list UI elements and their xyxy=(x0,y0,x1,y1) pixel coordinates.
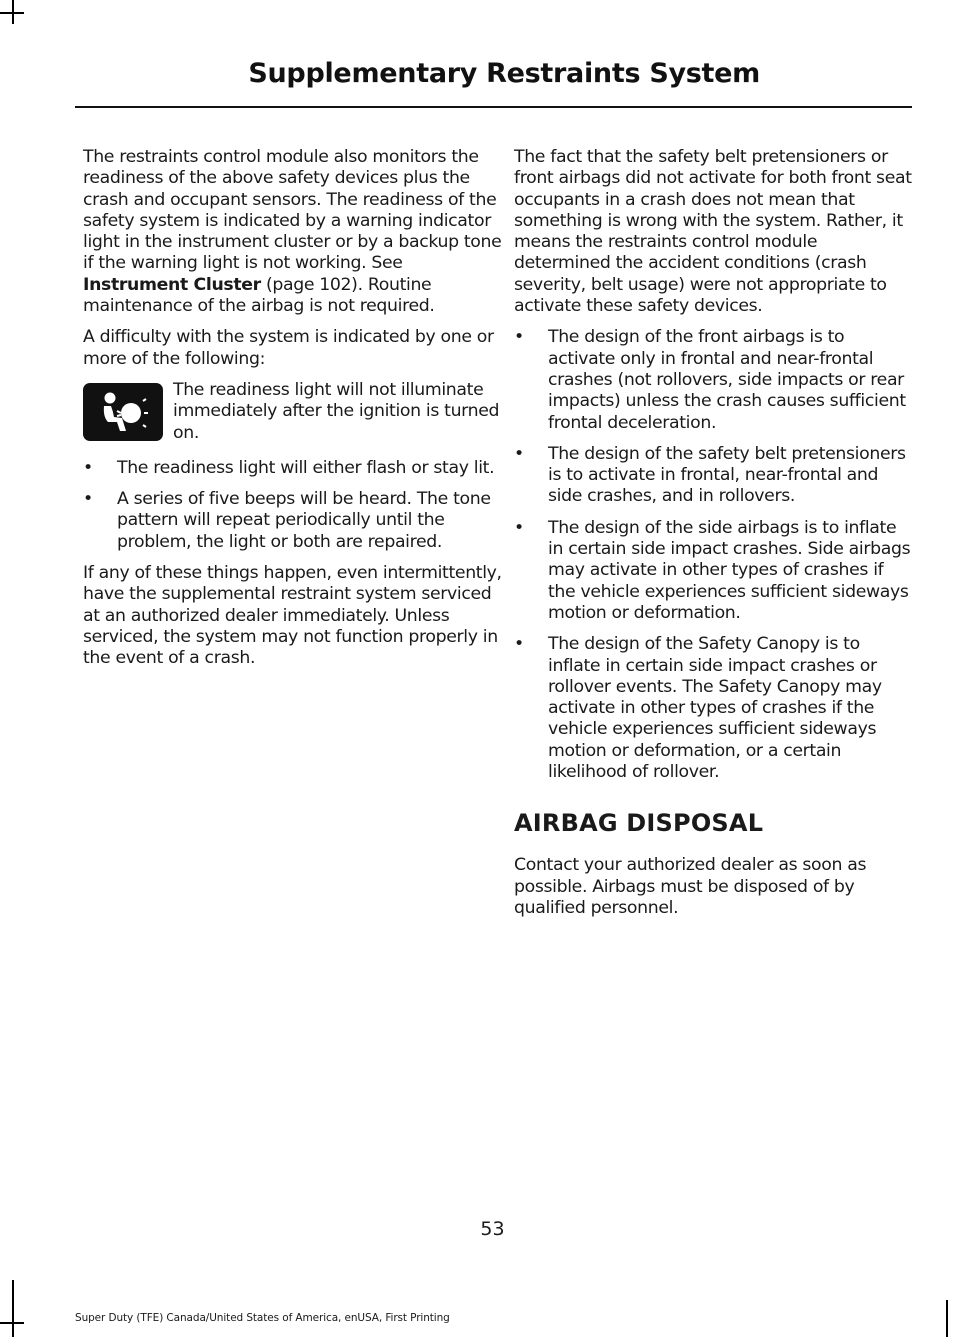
crop-mark xyxy=(12,1280,14,1337)
intro-text-end: (page 102). Routine maintenance of the airbag is not required. xyxy=(83,274,435,317)
difficulty-paragraph: A difficulty with the system is indicated by one or more of the following: xyxy=(83,327,494,369)
airbag-warning-icon xyxy=(83,383,163,441)
list-item xyxy=(514,518,912,624)
page-title: Supplementary Restraints System xyxy=(248,58,760,89)
intro-paragraph xyxy=(83,147,503,317)
list-item xyxy=(514,327,912,433)
page-number: 53 xyxy=(480,1218,505,1240)
bullet: • xyxy=(514,634,524,655)
list-item-text: The readiness light will either flash or stay lit. xyxy=(117,457,495,478)
list-item xyxy=(83,458,503,479)
intro-text: The restraints control module also monitors the readiness of the above safety devices plus the crash and occupant sensors. The readiness of the safety system is indicated by a warning indicator light in the instrument cluster or by a backup tone if the warning light is not working. See xyxy=(83,147,502,274)
crop-mark xyxy=(0,1322,24,1324)
list-item-text: The design of the front airbags is to activate only in frontal and near-frontal crashes (not rollovers, side impacts or rear impacts) unless the crash causes sufficient frontal deceleration. xyxy=(548,327,906,433)
left-column xyxy=(83,147,503,680)
warning-light-text: The readiness light will not illuminate immediately after the ignition is turned on. xyxy=(173,379,500,443)
list-item xyxy=(514,634,912,783)
design-list xyxy=(514,327,912,783)
right-column xyxy=(514,147,912,929)
disposal-paragraph: Contact your authorized dealer as soon as possible. Airbags must be disposed of by qualified personnel. xyxy=(514,855,867,918)
instrument-cluster-link[interactable]: Instrument Cluster xyxy=(83,274,261,295)
list-item-text: The design of the Safety Canopy is to inflate in certain side impact crashes or rollover events. The Safety Canopy may activate in other types of crashes if the vehicle experiences sufficient sideways motion or deformation, or a certain likelihood of rollover. xyxy=(548,634,882,783)
list-item-text: The design of the side airbags is to inflate in certain side impact crashes. Side airbags may activate in other types of crashes if the vehicle experiences sufficient sideways motion or deformation. xyxy=(548,517,911,623)
section-heading: AIRBAG DISPOSAL xyxy=(514,809,764,838)
footer-text: Super Duty (TFE) Canada/United States of America, enUSA, First Printing xyxy=(75,1312,450,1324)
list-item xyxy=(83,489,503,553)
bullet: • xyxy=(514,443,524,464)
bullet: • xyxy=(83,457,93,478)
bullet: • xyxy=(514,517,524,538)
list-item-text: A series of five beeps will be heard. The tone pattern will repeat periodically until the problem, the light or both are repaired. xyxy=(117,489,491,552)
service-paragraph: If any of these things happen, even intermittently, have the supplemental restraint system serviced at an authorized dealer immediately. Unless serviced, the system may not function properly in the event of a crash. xyxy=(83,563,502,669)
crop-mark xyxy=(946,1300,948,1337)
bullet: • xyxy=(514,327,524,348)
pretensioner-paragraph: The fact that the safety belt pretensioners or front airbags did not activate for both front seat occupants in a crash does not mean that something is wrong with the system. Rather, it means the restraints control module determined the accident conditions (crash severity, belt usage) were not appropriate to activate these safety devices. xyxy=(514,147,912,317)
header-rule xyxy=(75,106,912,108)
warning-light-row xyxy=(83,380,503,444)
list-item-text: The design of the safety belt pretensioners is to activate in frontal, near-frontal and side crashes, and in rollovers. xyxy=(548,443,906,507)
difficulty-list xyxy=(83,458,503,553)
crop-mark xyxy=(0,12,24,14)
bullet: • xyxy=(83,489,93,510)
list-item xyxy=(514,444,912,508)
